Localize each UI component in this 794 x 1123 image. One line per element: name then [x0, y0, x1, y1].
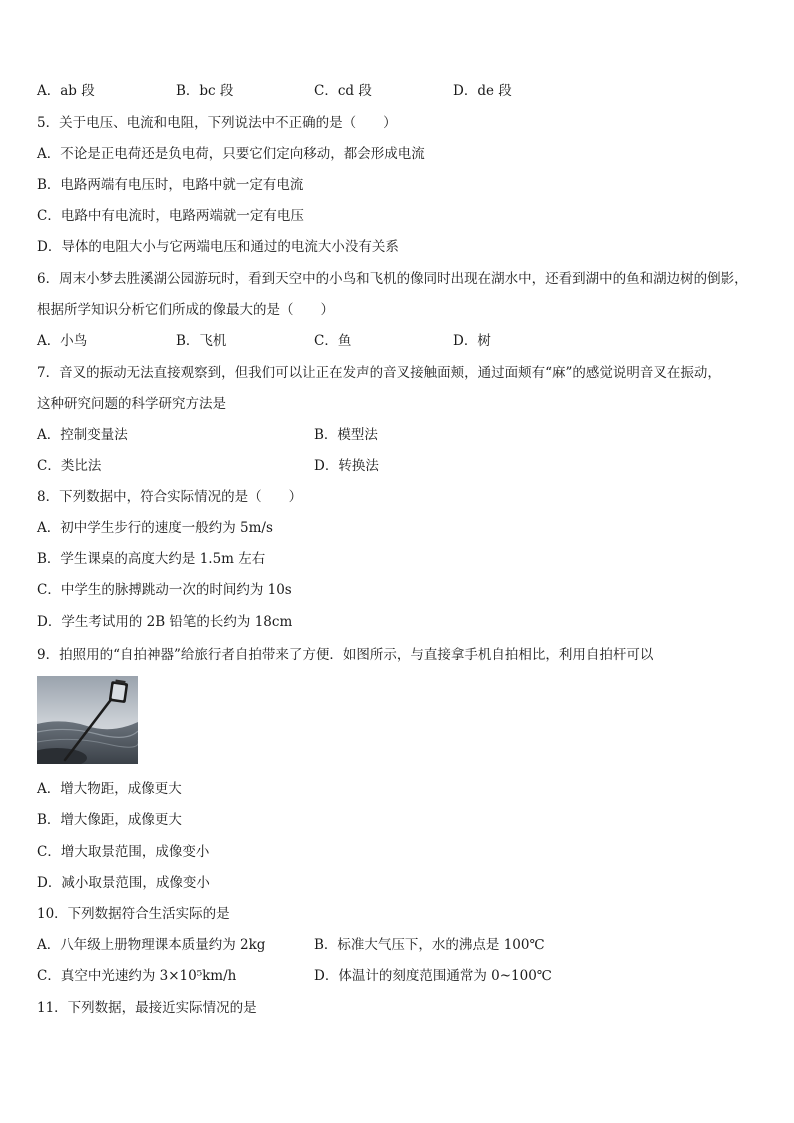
q4-option-d: D．de 段: [453, 83, 512, 99]
q7-option-b: B．模型法: [314, 427, 378, 443]
q10-stem: 10．下列数据符合生活实际的是: [37, 906, 230, 922]
q7-option-a: A．控制变量法: [37, 427, 128, 443]
q6-stem-line1: 6．周末小梦去胜溪湖公园游玩时，看到天空中的小鸟和飞机的像同时出现在湖水中，还看到湖中的鱼和湖边树的倒影，: [37, 271, 748, 287]
q7-option-d: D．转换法: [314, 458, 379, 474]
q10-option-c: C．真空中光速约为 3×10⁵km/h: [37, 968, 237, 984]
q4-option-a: A．ab 段: [37, 83, 95, 99]
q5-option-c: C．电路中有电流时，电路两端就一定有电压: [37, 208, 304, 224]
q6-option-a: A．小鸟: [37, 333, 88, 349]
q5-option-b: B．电路两端有电压时，电路中就一定有电流: [37, 177, 304, 193]
q10-option-d: D．体温计的刻度范围通常为 0~100℃: [314, 968, 552, 984]
q7-stem-line1: 7．音叉的振动无法直接观察到，但我们可以让正在发声的音叉接触面颊，通过面颊有“麻”的感觉说明音叉在振动，: [37, 365, 721, 381]
q5-option-a: A．不论是正电荷还是负电荷，只要它们定向移动，都会形成电流: [37, 146, 425, 162]
q4-option-c: C．cd 段: [314, 83, 372, 99]
q6-option-d: D．树: [453, 333, 491, 349]
q9-stem: 9．拍照用的“自拍神器”给旅行者自拍带来了方便．如图所示，与直接拿手机自拍相比，利用自拍杆可以: [37, 647, 654, 663]
q7-stem-line2: 这种研究问题的科学研究方法是: [37, 396, 226, 412]
q10-option-b: B．标准大气压下，水的沸点是 100℃: [314, 937, 545, 953]
q5-stem: 5．关于电压、电流和电阻，下列说法中不正确的是（ ）: [37, 115, 397, 131]
q9-option-c: C．增大取景范围，成像变小: [37, 844, 210, 860]
q9-option-b: B．增大像距，成像更大: [37, 812, 182, 828]
q10-option-a: A．八年级上册物理课本质量约为 2kg: [37, 937, 266, 953]
q8-option-b: B．学生课桌的高度大约是 1.5m 左右: [37, 551, 266, 567]
q8-option-d: D．学生考试用的 2B 铅笔的长约为 18cm: [37, 614, 293, 630]
q6-option-b: B．飞机: [176, 333, 227, 349]
q11-stem: 11．下列数据，最接近实际情况的是: [37, 1000, 257, 1016]
q5-option-d: D．导体的电阻大小与它两端电压和通过的电流大小没有关系: [37, 239, 399, 255]
q4-option-b: B．bc 段: [176, 83, 234, 99]
q8-stem: 8．下列数据中，符合实际情况的是（ ）: [37, 489, 303, 505]
q7-option-c: C．类比法: [37, 458, 102, 474]
q8-option-c: C．中学生的脉搏跳动一次的时间约为 10s: [37, 582, 292, 598]
q6-stem-line2: 根据所学知识分析它们所成的像最大的是（ ）: [37, 302, 334, 318]
selfie-stick-photo: [37, 676, 138, 764]
q9-option-d: D．减小取景范围，成像变小: [37, 875, 210, 891]
q9-option-a: A．增大物距，成像更大: [37, 781, 182, 797]
q8-option-a: A．初中学生步行的速度一般约为 5m/s: [37, 520, 273, 536]
q6-option-c: C．鱼: [314, 333, 352, 349]
